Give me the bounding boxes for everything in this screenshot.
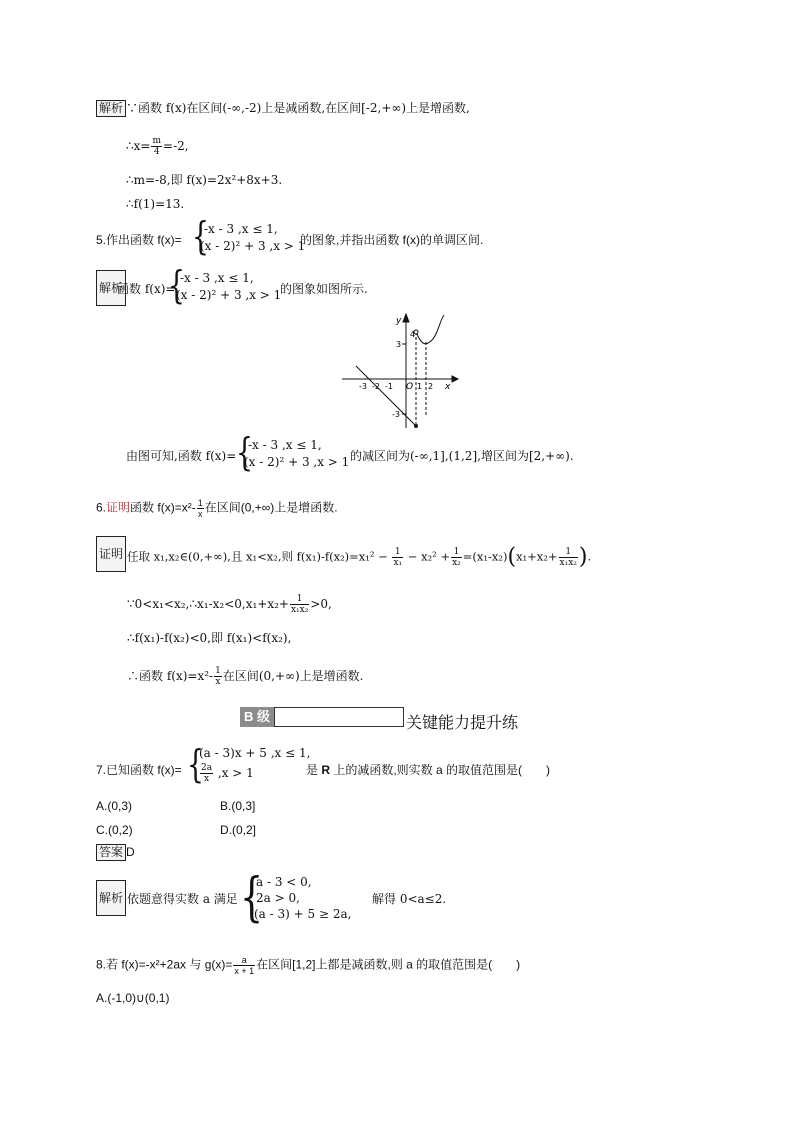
q6-p1c-text: =(x₁-x₂) bbox=[462, 549, 508, 564]
q7-frac-2a-over-x bbox=[200, 763, 213, 784]
frac-num: 1 bbox=[451, 547, 462, 558]
q7-case-2-cond: ,x > 1 bbox=[214, 766, 254, 780]
frac-num: 1 bbox=[559, 547, 578, 558]
q7-option-a[interactable]: A.(0,3) bbox=[96, 799, 133, 813]
q7-system-3: (a - 3) + 5 ≥ 2a, bbox=[254, 907, 352, 921]
frac-num: a bbox=[233, 955, 255, 966]
frac-den: x₂ bbox=[452, 558, 461, 568]
analysis-line-4: ∴f(1)=13. bbox=[126, 197, 185, 211]
q5-conclusion-brace: { bbox=[236, 430, 253, 474]
q7-suffix-post: 上的减函数,则实数 a 的取值范围是( ) bbox=[330, 763, 551, 777]
x-tick-label-neg3: -3 bbox=[359, 382, 367, 391]
q6-proof-line-3: ∴f(x₁)-f(x₂)<0,即 f(x₁)<f(x₂), bbox=[127, 631, 292, 645]
answer-tag: 答案 bbox=[96, 844, 126, 861]
x-axis-arrow bbox=[452, 376, 458, 382]
y-axis-arrow bbox=[403, 314, 409, 322]
q5-case-1: -x - 3 ,x ≤ 1, bbox=[204, 222, 278, 236]
q5-suffix: 的图象,并指出函数 f(x)的单调区间. bbox=[300, 233, 484, 247]
q5-statement bbox=[96, 232, 182, 248]
q7-system-1: a - 3 < 0, bbox=[256, 875, 312, 889]
closed-point bbox=[414, 424, 418, 428]
q6-p2-post: >0, bbox=[310, 597, 332, 611]
frac-den: x bbox=[215, 677, 221, 687]
q5-conclusion-case-1: -x - 3 ,x ≤ 1, bbox=[248, 438, 322, 452]
q8-option-a[interactable]: A.(-1,0)∪(0,1) bbox=[96, 991, 170, 1005]
q6-frac-num: 1 bbox=[197, 498, 203, 508]
q8-frac-a-over-x-plus-1 bbox=[233, 955, 255, 976]
x-tick-label-2: 2 bbox=[428, 382, 434, 391]
q6-frac-den: x bbox=[197, 509, 203, 519]
eq-prefix: ∴x= bbox=[126, 139, 151, 153]
q7-case-2 bbox=[199, 763, 254, 784]
frac-num: 1 bbox=[392, 547, 403, 558]
q7-solution-pre: 依题意得实数 a 满足 bbox=[127, 892, 238, 906]
q7-solution-post: 解得 0<a≤2. bbox=[372, 892, 447, 906]
x-tick-label-neg2: -2 bbox=[372, 382, 380, 391]
origin-label: O bbox=[406, 382, 414, 392]
q5-solution-case-1: -x - 3 ,x ≤ 1, bbox=[180, 271, 254, 285]
analysis-text-1: ∵函数 f(x)在区间(-∞,-2)上是减函数,在区间[-2,+∞)上是增函数, bbox=[126, 101, 470, 115]
y-axis-label: y bbox=[396, 316, 402, 326]
q6-proof-line-4 bbox=[127, 666, 364, 687]
analysis-line-2 bbox=[126, 136, 189, 157]
q7-option-c[interactable]: C.(0,2) bbox=[96, 823, 133, 837]
banner-box bbox=[274, 707, 404, 727]
level-badge: B 级 bbox=[240, 707, 274, 727]
frac-den: x₁ bbox=[393, 558, 403, 568]
frac-den: x + 1 bbox=[234, 966, 255, 976]
line-branch bbox=[356, 366, 416, 426]
q6-proof-line-2 bbox=[127, 594, 332, 615]
paren-close: ) bbox=[578, 544, 588, 570]
fraction-numerator: m bbox=[152, 136, 162, 146]
paren-open: ( bbox=[507, 544, 517, 570]
y-tick-label-neg3: -3 bbox=[392, 410, 400, 419]
eq-suffix: =-2, bbox=[163, 139, 189, 153]
q6-proof-line-1: 任取 x₁,x₂∈(0,+∞),且 x₁<x₂,则 f(x₁)-f(x₂)=x₁² − $\frac{1}{\text{x₁}}$ − x₂² + $\frac{1}{\text{x₂}}$ =(x₁-x₂)(x₁+x₂+ $\frac{1}{\text{x₁x₂}}$ ). bbox=[127, 544, 592, 570]
q5-conclusion-prefix: 由图可知,函数 f(x)= bbox=[126, 449, 237, 463]
q7-system-2: 2a > 0, bbox=[256, 891, 300, 905]
q5-solution-suffix: 的图象如图所示. bbox=[280, 282, 368, 296]
q7-solution-tag: 解析 bbox=[96, 880, 126, 916]
q6-p4-post: 在区间(0,+∞)上是增函数. bbox=[222, 669, 364, 683]
frac-num: 2a bbox=[201, 763, 213, 773]
q6-number: 6. bbox=[96, 500, 107, 515]
fraction-m-over-4 bbox=[151, 136, 162, 157]
q6-frac-1-over-x1 bbox=[392, 547, 403, 568]
q7-prefix: 7.已知函数 f(x)= bbox=[96, 763, 182, 777]
q6-statement bbox=[96, 498, 338, 519]
q5-conclusion-case-2: (x - 2)² + 3 ,x > 1 bbox=[244, 455, 350, 469]
analysis-tag: 解析 bbox=[96, 100, 126, 117]
q5-graph bbox=[340, 310, 460, 432]
q6-frac-1-over-x-b bbox=[214, 666, 222, 687]
q6-frac-1-over-x1x2-b bbox=[290, 594, 309, 615]
q8-post: 在区间[1,2]上都是减函数,则 a 的取值范围是( ) bbox=[256, 957, 521, 972]
q6-frac-1-over-x2 bbox=[451, 547, 462, 568]
q5-solution-case-2: (x - 2)² + 3 ,x > 1 bbox=[176, 288, 282, 302]
q6-p1d-text: x₁+x₂+ bbox=[516, 549, 558, 564]
q7-real-set: R bbox=[321, 763, 331, 777]
banner-title: 关键能力提升练 bbox=[406, 715, 519, 732]
q5-case-2: (x - 2)² + 3 ,x > 1 bbox=[200, 239, 306, 253]
analysis-line-1 bbox=[96, 100, 470, 117]
q8-statement bbox=[96, 955, 520, 976]
frac-num: 1 bbox=[290, 594, 309, 605]
q6-frac-1-over-x1x2 bbox=[559, 547, 578, 568]
frac-num: 1 bbox=[215, 666, 221, 676]
q7-brace: { bbox=[187, 742, 204, 786]
q7-system-brace: { bbox=[240, 868, 264, 928]
frac-den: x bbox=[204, 774, 210, 784]
q5-brace: { bbox=[192, 214, 209, 258]
q5-solution-tag: 解析 bbox=[96, 270, 126, 306]
x-tick-label-1: 1 bbox=[417, 382, 423, 391]
parabola-branch bbox=[416, 315, 444, 344]
q6-p1b-text: − x₂² + bbox=[407, 549, 451, 564]
q7-case-1: (a - 3)x + 5 ,x ≤ 1, bbox=[199, 746, 311, 760]
q6-proof-word: 证明 bbox=[106, 500, 131, 515]
q7-suffix bbox=[306, 762, 550, 778]
analysis-line-3: ∴m=-8,即 f(x)=2x²+8x+3. bbox=[126, 173, 283, 187]
q7-suffix-pre: 是 bbox=[306, 763, 322, 777]
q6-p1-text: 任取 x₁,x₂∈(0,+∞),且 x₁<x₂,则 f(x₁)-f(x₂)=x₁² − bbox=[127, 549, 388, 564]
q8-pre: 8.若 f(x)=-x²+2ax 与 g(x)= bbox=[96, 957, 233, 972]
q7-answer-line bbox=[96, 844, 135, 861]
frac-den: x₁x₂ bbox=[559, 558, 577, 568]
q6-frac bbox=[197, 498, 204, 519]
point-label-4: 4 bbox=[410, 330, 416, 339]
fraction-denominator: 4 bbox=[153, 147, 160, 157]
q6-text-post: 在区间(0,+∞)上是增函数. bbox=[204, 500, 338, 515]
x-axis-label: x bbox=[445, 382, 451, 392]
q7-option-b[interactable]: B.(0,3] bbox=[220, 799, 256, 813]
q6-p2-pre: ∵0<x₁<x₂,∴x₁-x₂<0,x₁+x₂+ bbox=[127, 597, 289, 611]
q7-answer-value: D bbox=[126, 845, 135, 859]
x-tick-label-neg1: -1 bbox=[385, 382, 393, 391]
q5-conclusion-suffix: 的减区间为(-∞,1],(1,2],增区间为[2,+∞). bbox=[350, 449, 574, 463]
q5-prefix: 5.作出函数 f(x)= bbox=[96, 233, 182, 247]
q5-solution-brace: { bbox=[168, 263, 185, 307]
frac-den: x₁x₂ bbox=[290, 605, 309, 615]
q6-p4-pre: ∴函数 f(x)=x²- bbox=[127, 669, 214, 683]
q7-option-d[interactable]: D.(0,2] bbox=[220, 823, 257, 837]
q6-proof-tag: 证明 bbox=[96, 536, 126, 572]
q6-text-pre: 函数 f(x)=x²- bbox=[130, 500, 196, 515]
y-tick-label-3: 3 bbox=[396, 340, 402, 349]
q5-solution-prefix: 函数 f(x)= bbox=[117, 282, 176, 296]
